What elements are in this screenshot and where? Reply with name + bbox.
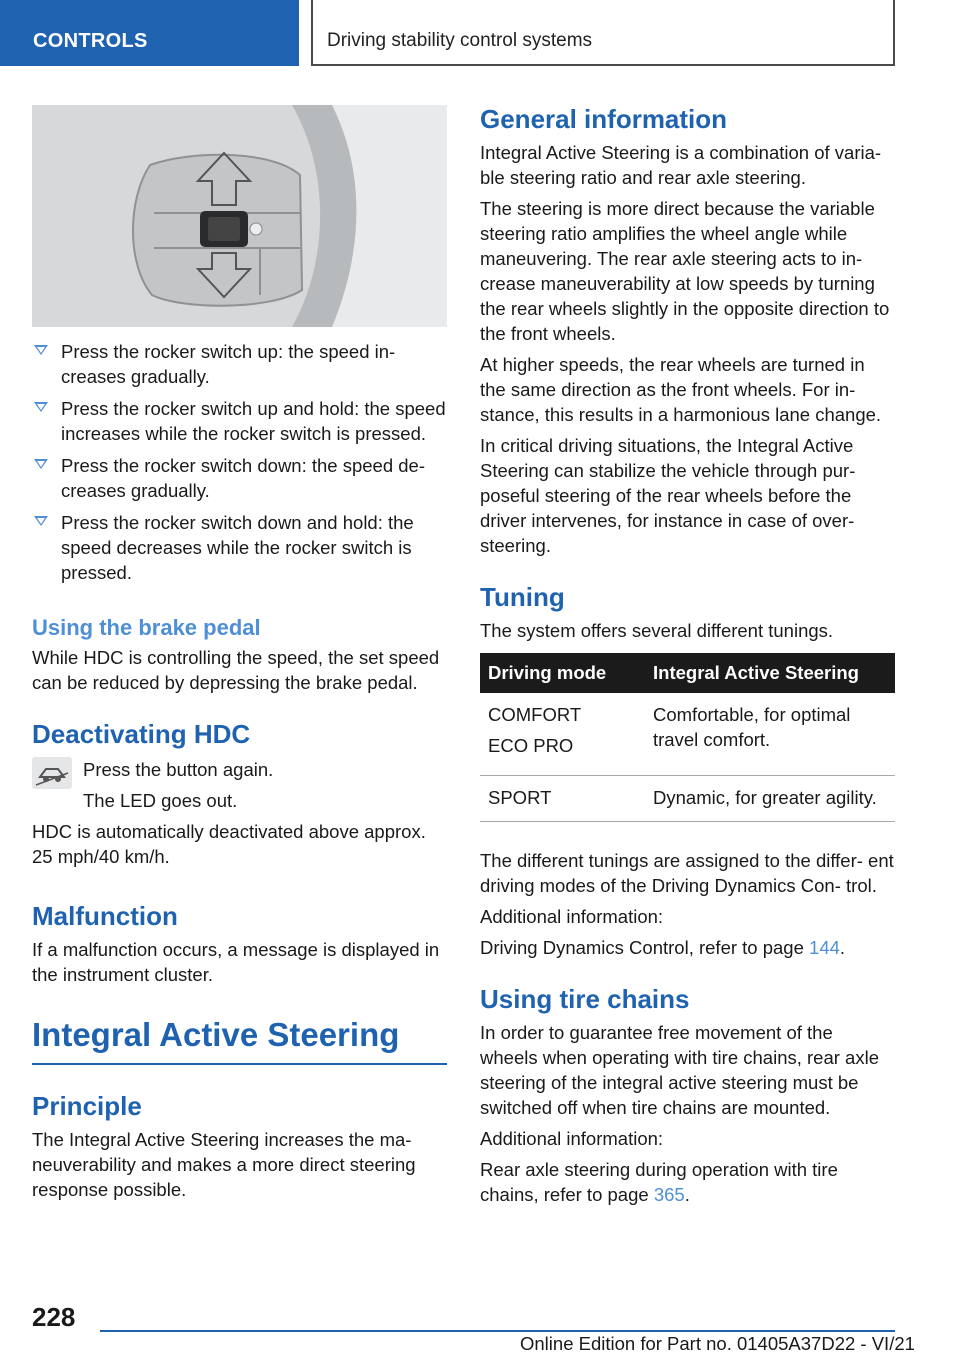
brake-pedal-heading: Using the brake pedal: [32, 615, 261, 640]
additional-info-label: Additional information:: [480, 1128, 664, 1149]
table-cell: Dynamic, for greater agility.: [645, 776, 895, 822]
page-number: 228: [32, 1302, 76, 1332]
auto-deactivation-text: HDC is automatically deactivated above approx. 25 mph/40 km/h.: [32, 821, 426, 867]
general-info-paragraph: In critical driving situations, the Integral Active Steering can stabilize the vehicle through pur- poseful steering of the rear wheels before the driver intervenes, for instance in case of over- steering.: [480, 435, 856, 556]
triangle-bullet-icon: [34, 459, 48, 469]
hdc-button-icon: [32, 757, 72, 789]
general-information-heading: General information: [480, 104, 728, 134]
column-header: Driving mode: [480, 653, 645, 693]
chapter-title: Driving stability control systems: [311, 0, 895, 66]
list-item: Press the rocker switch down: the speed de- creases gradually.: [32, 453, 447, 503]
general-info-paragraph: The steering is more direct because the variable steering ratio amplifies the wheel angle while maneuvering. The rear axle steering acts to in- crease maneuverability at low speeds by turning the rear wheels slightly in the opposite direction to the front wheels.: [480, 198, 890, 344]
left-column: [32, 100, 447, 1208]
led-status-text: The LED goes out.: [83, 790, 238, 811]
edition-footer: Online Edition for Part no. 01405A37D22 - VI/21: [520, 1333, 915, 1354]
page-header: [0, 0, 960, 66]
deactivate-instruction: Press the button again.: [83, 759, 274, 780]
principle-text: The Integral Active Steering increases the ma- neuverability and makes a more direct steering response possible.: [32, 1129, 416, 1200]
hdc-button-row: [32, 757, 447, 813]
integral-active-steering-heading: Integral Active Steering: [32, 1015, 447, 1065]
rocker-switch-illustration: [32, 105, 447, 327]
triangle-bullet-icon: [34, 402, 48, 412]
tuning-table: [480, 653, 895, 822]
list-item: Press the rocker switch up and hold: the speed increases while the rocker switch is pressed.: [32, 396, 447, 446]
page-link-365[interactable]: 365: [653, 1184, 685, 1205]
page-link-144[interactable]: 144: [809, 937, 840, 958]
list-item: Press the rocker switch up: the speed in- creases gradually.: [32, 339, 447, 389]
tunings-assignment-text: The different tunings are assigned to the differ- ent driving modes of the Driving Dynamics Con- trol.: [480, 850, 894, 896]
tire-chains-heading: Using tire chains: [480, 984, 690, 1014]
triangle-bullet-icon: [34, 345, 48, 355]
table-header-row: [480, 653, 895, 693]
general-info-paragraph: At higher speeds, the rear wheels are turned in the same direction as the front wheels. For in- stance, this results in a harmonious lane change.: [480, 354, 882, 425]
tire-chains-text: In order to guarantee free movement of the wheels when operating with tire chains, rear axle steering of the integral active steering must be switched off when tire chains are mounted.: [480, 1022, 879, 1118]
table-cell: SPORT: [480, 776, 645, 822]
tuning-heading: Tuning: [480, 582, 565, 612]
rocker-switch-instructions: [32, 339, 447, 585]
footer-divider: [100, 1330, 895, 1332]
principle-heading: Principle: [32, 1091, 142, 1121]
deactivating-hdc-heading: Deactivating HDC: [32, 719, 251, 749]
tuning-text: The system offers several different tunings.: [480, 620, 834, 641]
table-row: [480, 693, 895, 776]
steering-wheel-rocker-switch-image: [32, 105, 447, 327]
triangle-bullet-icon: [34, 516, 48, 526]
column-header: Integral Active Steering: [645, 653, 895, 693]
list-item: Press the rocker switch down and hold: the speed decreases while the rocker switch is pressed.: [32, 510, 447, 585]
chains-reference: Rear axle steering during operation with tire chains, refer to page 365.: [480, 1159, 838, 1205]
general-info-paragraph: Integral Active Steering is a combination of varia- ble steering ratio and rear axle steering.: [480, 142, 882, 188]
table-cell: Comfortable, for optimal travel comfort.: [645, 693, 895, 776]
malfunction-text: If a malfunction occurs, a message is displayed in the instrument cluster.: [32, 939, 440, 985]
malfunction-heading: Malfunction: [32, 901, 178, 931]
table-cell: COMFORT ECO PRO: [480, 693, 645, 776]
brake-pedal-text: While HDC is controlling the speed, the set speed can be reduced by depressing the brake pedal.: [32, 647, 440, 693]
additional-info-label: Additional information:: [480, 906, 664, 927]
right-column: [480, 100, 895, 1213]
section-label: CONTROLS: [0, 0, 299, 66]
table-row: [480, 776, 895, 822]
ddc-reference: Driving Dynamics Control, refer to page 144.: [480, 937, 846, 958]
